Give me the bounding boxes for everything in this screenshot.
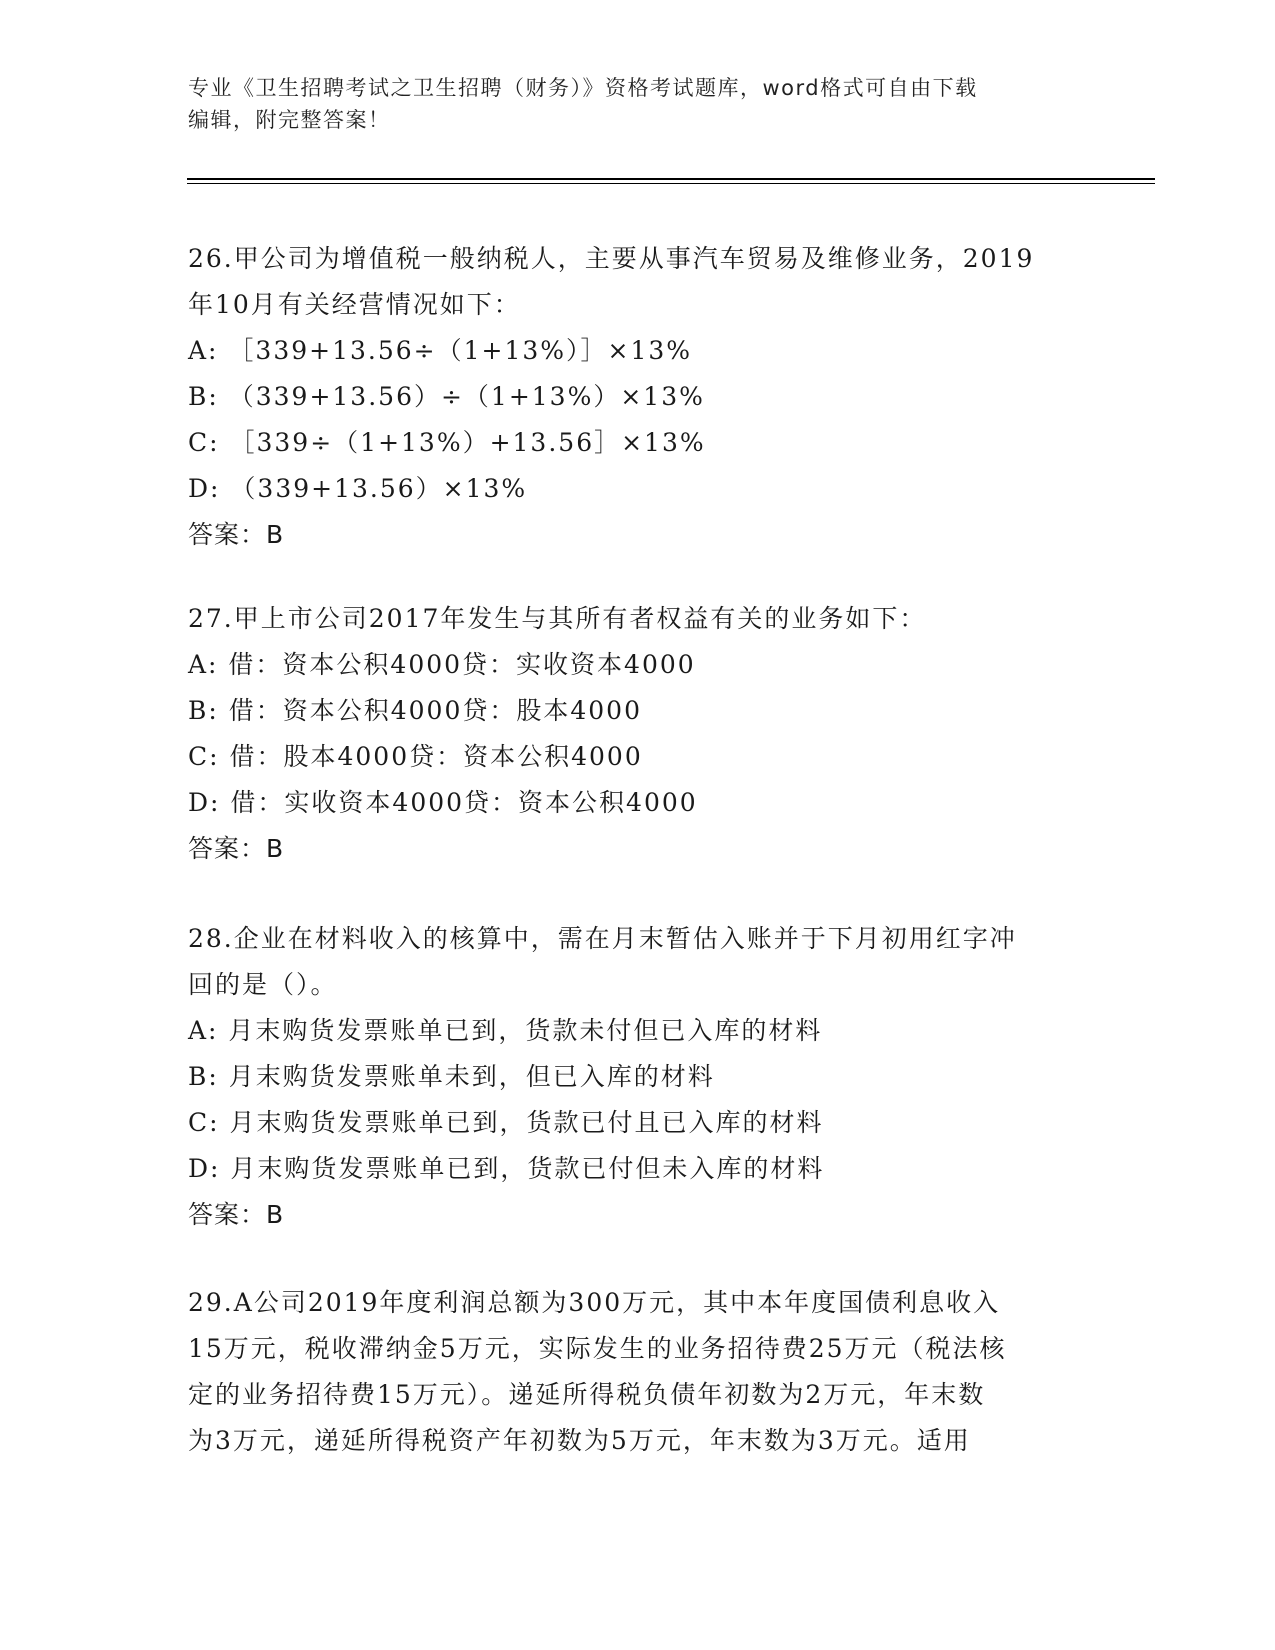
option-b: B: 月末购货发票账单未到，但已入库的材料 [188,1062,715,1091]
question-stem: 为3万元，递延所得税资产年初数为5万元，年末数为3万元。适用 [188,1426,971,1455]
question-stem: 定的业务招待费15万元）。递延所得税负债年初数为2万元，年末数 [188,1380,986,1409]
question-stem: 28.企业在材料收入的核算中，需在月末暂估入账并于下月初用红字冲 [188,924,1017,953]
question-stem: 回的是（）。 [188,970,338,999]
option-d: D: 借：实收资本4000贷：资本公积4000 [188,788,698,817]
header-divider-thick [187,178,1155,180]
question-stem: 27.甲上市公司2017年发生与其所有者权益有关的业务如下： [188,604,927,633]
question-26 [188,236,1088,558]
option-c: C: ［339÷（1+13%）+13.56］×13% [188,428,706,457]
question-27 [188,596,1088,872]
question-stem: 26.甲公司为增值税一般纳税人，主要从事汽车贸易及维修业务，2019 [188,244,1035,273]
option-d: D: （339+13.56）×13% [188,474,528,503]
option-d: D: 月末购货发票账单已到，货款已付但未入库的材料 [188,1154,825,1183]
question-29 [188,1280,1088,1464]
header-divider-thin [187,183,1155,184]
answer: 答案：B [188,834,285,863]
question-stem: 15万元，税收滞纳金5万元，实际发生的业务招待费25万元（税法核 [188,1334,1007,1363]
option-a: A: 月末购货发票账单已到，货款未付但已入库的材料 [188,1016,823,1045]
header-line-1: 专业《卫生招聘考试之卫生招聘（财务）》资格考试题库，word格式可自由下载 [188,76,978,100]
question-stem: 年10月有关经营情况如下： [188,290,521,319]
header-line-2: 编辑，附完整答案！ [188,108,391,132]
answer: 答案：B [188,520,285,549]
option-a: A: 借：资本公积4000贷：实收资本4000 [188,650,696,679]
question-28 [188,916,1088,1238]
question-stem: 29.A公司2019年度利润总额为300万元，其中本年度国债利息收入 [188,1288,1001,1317]
option-b: B: 借：资本公积4000贷：股本4000 [188,696,642,725]
option-b: B: （339+13.56）÷（1+13%）×13% [188,382,705,411]
option-c: C: 借：股本4000贷：资本公积4000 [188,742,643,771]
answer: 答案：B [188,1200,285,1229]
option-c: C: 月末购货发票账单已到，货款已付且已入库的材料 [188,1108,824,1137]
document-header [188,72,1088,136]
option-a: A: ［339+13.56÷（1+13%）］×13% [188,336,693,365]
